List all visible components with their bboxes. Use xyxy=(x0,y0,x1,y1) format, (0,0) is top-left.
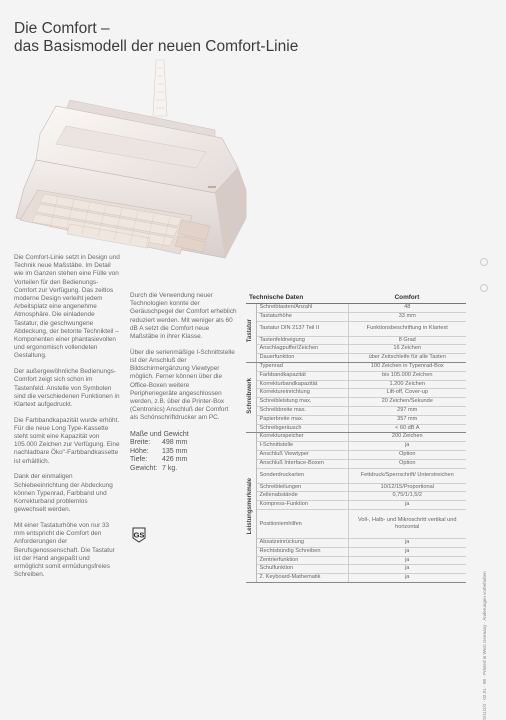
spec-value: 1.200 Zeichen xyxy=(348,380,466,389)
spec-row xyxy=(246,424,466,433)
ergonomics-paragraph: Mit einer Tastaturhöhe von nur 33 mm entspricht die Comfort den Anforderungen der Berufsgenossenschaft. Die Tastatur ist der Hand angepaßt und ermöglicht somit ermüdungsfreies Schreiben. xyxy=(14,521,115,579)
intro-text-column xyxy=(14,254,120,587)
spec-label: Tastaturhöhe xyxy=(256,312,348,321)
gs-logo xyxy=(130,526,148,544)
dimension-key: Tiefe: xyxy=(130,456,148,464)
spec-label: Schreibbreite max. xyxy=(256,406,348,415)
footer-note: S/11/2/2 · 02.91 · WI · Printed in West Germany · Änderungen vorbehalten xyxy=(482,571,487,720)
spec-label: Schreibgeräusch xyxy=(256,424,348,433)
spec-label: Zentrierfunktion xyxy=(256,556,348,565)
spec-value: ja xyxy=(348,501,466,510)
spec-row xyxy=(246,565,466,574)
noise-paragraph: Durch die Verwendung neuer Technologien konnte der Geräuschpegel der Comfort erheblich reduziert werden. Mit weniger als 60 dB A setzt die Comfort neue Maßstäbe in ihrer Klasse. xyxy=(130,292,237,341)
features-text-column xyxy=(130,292,238,473)
spec-label: Anschluß Interface-Boxen xyxy=(256,459,348,468)
spec-row xyxy=(246,312,466,321)
spec-label: Tastenfeldneigung xyxy=(256,336,348,345)
spec-label: Schulfunktion xyxy=(256,565,348,574)
spec-row xyxy=(246,509,466,538)
spec-value: 48 xyxy=(348,304,466,313)
spec-value: ja xyxy=(348,547,466,556)
dimension-row xyxy=(130,465,238,474)
spec-row xyxy=(246,380,466,389)
spec-value: Voll-, Halb- und Mikroschritt vertikal und horizontal xyxy=(348,509,466,538)
dimension-value: 426 mm xyxy=(162,456,188,464)
spec-header-value: Comfort xyxy=(348,292,466,304)
cover-paragraph: Dank der einmaligen Schiebeeinrichtung der Abdeckung können Typenrad, Farbband und Korrekturband problemlos gewechselt werden. xyxy=(14,473,113,514)
spec-label: Absatzeinrückung xyxy=(256,538,348,547)
interface-paragraph: Über die serienmäßige I-Schnittstelle ist der Anschluß der Bildschirmergänzung Viewtyper möglich. Ferner können über die Office-Boxen weitere Peripheriegeräte angeschlossen werden, z.B. über die Printer-Box (Centronics) Anschluß der Comfort als Schönschriftdrucker am PC. xyxy=(130,348,235,422)
spec-label: Korrekturbandkapazität xyxy=(256,380,348,389)
spec-value: Fettdruck/Sperrschrift/ Unterstreichen xyxy=(348,468,466,483)
spec-row xyxy=(246,492,466,501)
page-title xyxy=(14,20,434,56)
spec-table xyxy=(246,292,466,583)
spec-value: ja xyxy=(348,442,466,451)
spec-value: 16 Zeichen xyxy=(348,345,466,354)
spec-value: Option xyxy=(348,450,466,459)
spec-row xyxy=(246,362,466,371)
spec-row xyxy=(246,468,466,483)
spec-row xyxy=(246,450,466,459)
spec-row xyxy=(246,304,466,313)
spec-row xyxy=(246,538,466,547)
keyboard-paragraph: Der außergewöhnliche Bedienungs-Comfort zeigt sich schon im Tastenfeld. Anstelle von Symbolen sind die verschiedenen Funktionen in Klartext aufgedruckt. xyxy=(14,368,120,408)
spec-value: über Zeitschleife für alle Tasten xyxy=(348,354,466,363)
spec-label: Anschlagpuffer/Zeichen xyxy=(256,345,348,354)
spec-row xyxy=(246,321,466,336)
spec-row xyxy=(246,547,466,556)
spec-value: ja xyxy=(348,565,466,574)
spec-label: Sonderdruckarten xyxy=(256,468,348,483)
spec-row xyxy=(246,354,466,363)
spec-label: Schreibtasten/Anzahl xyxy=(256,304,348,313)
spec-value: 100 Zeichen in Typenrad-Box xyxy=(348,362,466,371)
spec-row xyxy=(246,442,466,451)
spec-header-label: Technische Daten xyxy=(246,292,348,304)
spec-label: Anschluß Viewtyper xyxy=(256,450,348,459)
typewriter-photo xyxy=(10,58,250,263)
spec-label: Papierbreite max. xyxy=(256,415,348,424)
dimensions-title: Maße und Gewicht xyxy=(130,431,189,439)
spec-row xyxy=(246,459,466,468)
spec-group-cell xyxy=(246,362,256,432)
dimension-key: Höhe: xyxy=(130,447,149,455)
spec-row xyxy=(246,398,466,407)
spec-label: Schreibleistung max. xyxy=(256,398,348,407)
spec-label: Rechtsbündig Schreiben xyxy=(256,547,348,556)
ribbon-paragraph: Die Farbbandkapazität wurde erhöht. Für die neue Long Type-Kassette steht somit eine Kapazität von 105.000 Zeichen zur Verfügung. Eine nachladbare Öko"-Farbbandkassette ist erhältlich. xyxy=(14,416,120,465)
dimensions-block xyxy=(130,430,238,473)
spec-value: 0,75/1/1,5/2 xyxy=(348,492,466,501)
spec-value: Lift-off, Cover-up xyxy=(348,389,466,398)
spec-value: Funktionsbeschriftung in Klartext xyxy=(348,321,466,336)
spec-label: Tastatur DIN 2137 Teil II xyxy=(256,321,348,336)
spec-label: Kompress-Funktion xyxy=(256,501,348,510)
dimension-row xyxy=(130,439,238,448)
spec-label: Schreibteilungen xyxy=(256,483,348,492)
title-line-1: Die Comfort – xyxy=(14,20,110,37)
intro-paragraph: Die Comfort-Linie setzt in Design und Technik neue Maßstäbe. Im Detail wie im Ganzen stehen eine Fülle von Vorteilen für den Bedienungs-Comfort zur Verfügung. Das zeitlos moderne Design verleiht jedem Arbeitsplatz eine angenehme Atmosphäre. Die einladende Tastatur, die geschwungene Abdeckung, der betonte Technikteil – Komponenten einer phantasievollen und ergonomisch vollendeten Gestaltung. xyxy=(14,254,120,360)
dimension-row xyxy=(130,456,238,465)
spec-value: 20 Zeichen/Sekunde xyxy=(348,398,466,407)
dimension-row xyxy=(130,448,238,457)
spec-label: Positioniemhilfen xyxy=(256,509,348,538)
spec-row xyxy=(246,371,466,380)
spec-value: 357 mm xyxy=(348,415,466,424)
spec-value: 33 mm xyxy=(348,312,466,321)
spec-row xyxy=(246,415,466,424)
spec-group-label: Leistungsmerkmale xyxy=(246,477,253,534)
spec-row xyxy=(246,336,466,345)
gs-logo-text: GS xyxy=(133,530,145,540)
spec-group-label: Tastatur xyxy=(246,319,253,343)
spec-value: < 60 dB A xyxy=(348,424,466,433)
spec-row xyxy=(246,574,466,583)
title-line-2: das Basismodell der neuen Comfort-Linie xyxy=(14,38,299,55)
dimension-key: Gewicht: xyxy=(130,464,158,472)
dimension-value: 7 kg. xyxy=(162,464,178,472)
spec-group-cell xyxy=(246,304,256,363)
spec-group-label: Schreibwerk xyxy=(246,377,253,414)
spec-label: Farbbandkapazität xyxy=(256,371,348,380)
spec-value: ja xyxy=(348,574,466,583)
spec-label: 2. Keyboard-Mathematik xyxy=(256,574,348,583)
spec-value: 10/12/15/Proportional xyxy=(348,483,466,492)
spec-row xyxy=(246,406,466,415)
spec-value: 200 Zeichen xyxy=(348,433,466,442)
spec-label: Dauerfunktion xyxy=(256,354,348,363)
punch-hole xyxy=(480,258,488,266)
spec-value: ja xyxy=(348,538,466,547)
punch-hole xyxy=(480,284,488,292)
spec-label: Korrektureinrichtung xyxy=(256,389,348,398)
dimension-key: Breite: xyxy=(130,439,151,447)
spec-label: I-Schnittstelle xyxy=(256,442,348,451)
spec-value: 297 mm xyxy=(348,406,466,415)
spec-value: Option xyxy=(348,459,466,468)
dimension-value: 498 mm xyxy=(162,439,188,447)
spec-row xyxy=(246,389,466,398)
spec-label: Typenrad xyxy=(256,362,348,371)
spec-label: Zeilenabstände xyxy=(256,492,348,501)
spec-label: Korrekturspeicher xyxy=(256,433,348,442)
spec-group-cell xyxy=(246,433,256,583)
spec-row xyxy=(246,501,466,510)
spec-row xyxy=(246,345,466,354)
spec-row xyxy=(246,483,466,492)
spec-value: ja xyxy=(348,556,466,565)
spec-header-row xyxy=(246,292,466,304)
dimension-value: 135 mm xyxy=(162,447,188,455)
spec-row xyxy=(246,433,466,442)
spec-value: bis 105.000 Zeichen xyxy=(348,371,466,380)
spec-row xyxy=(246,556,466,565)
spec-value: 8 Grad xyxy=(348,336,466,345)
